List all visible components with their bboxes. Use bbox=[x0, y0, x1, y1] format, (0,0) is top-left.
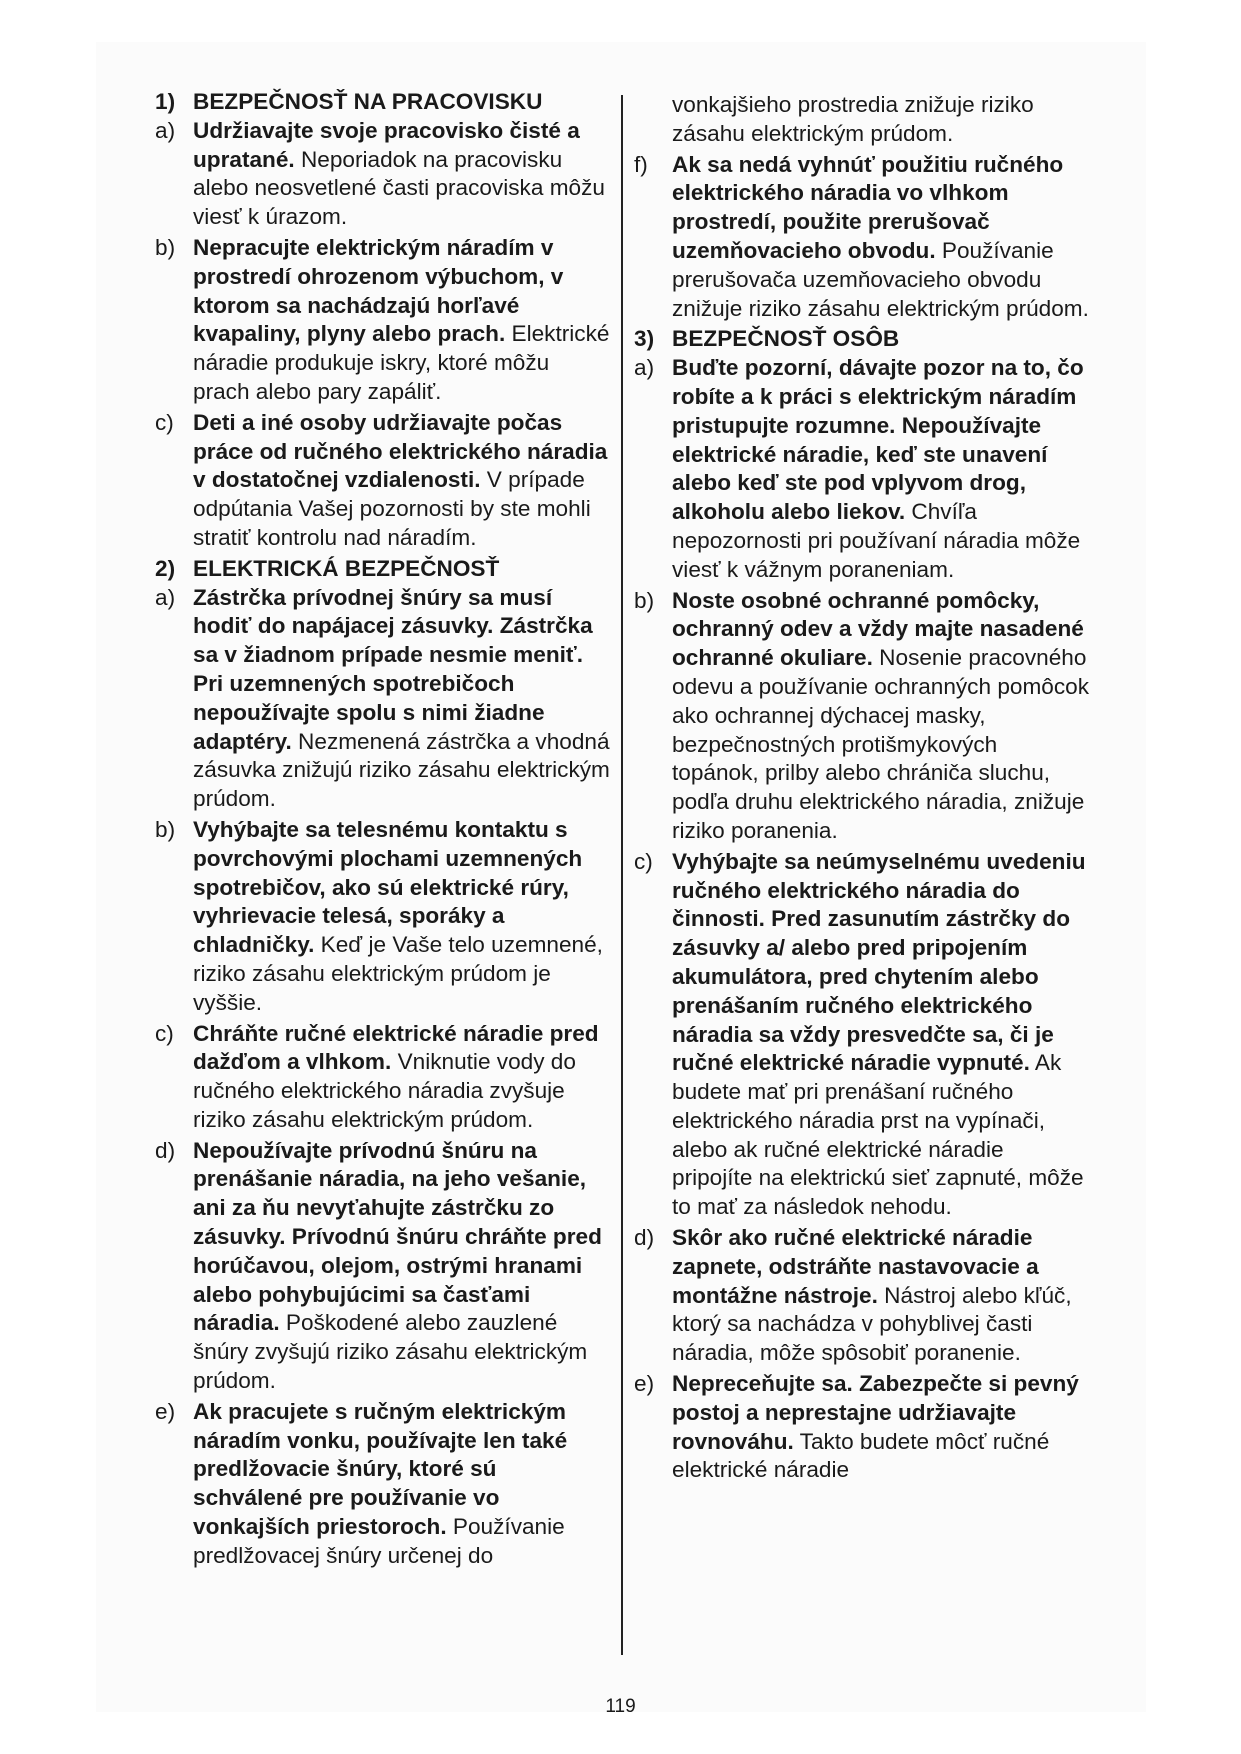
list-item: d) Skôr ako ručné elektrické náradie zapnete, odstráňte nastavovacie a montážne nástroje. Nástroj alebo kľúč, ktorý sa nachádza v pohyblivej časti náradia, môže spôsobiť poranenie. bbox=[634, 1225, 1072, 1366]
list-item: d) Nepoužívajte prívodnú šnúru na prenášanie náradia, na jeho vešanie, ani za ňu nevyťahujte zástrčku zo zásuvky. Prívodnú šnúru chráňte pred horúčavou, olejom, ostrými hranami alebo pohybujúcimi sa časťami náradia. Poškodené alebo zauzlené šnúry zvyšujú riziko zásahu elektrickým prúdom. bbox=[155, 1137, 602, 1394]
list-item: b) Vyhýbajte sa telesnému kontaktu s povrchovými plochami uzemnených spotrebičov, ako sú elektrické rúry, vyhrievacie telesá, sporáky a chladničky. Keď je Vaše telo uzemnené, riziko zásahu elektrickým prúdom je vyššie. bbox=[155, 816, 603, 1015]
section-heading-electrical-safety: 2) ELEKTRICKÁ BEZPEČNOSŤ bbox=[155, 555, 500, 581]
list-item: c) Chráňte ručné elektrické náradie pred dažďom a vlhkom. Vniknutie vody do ručného elektrického náradia zvyšuje riziko zásahu elektrickým prúdom. bbox=[155, 1020, 599, 1132]
section-heading-work-area-safety: 1) BEZPEČNOSŤ NA PRACOVISKU bbox=[155, 89, 543, 114]
list-item: a) Udržiavajte svoje pracovisko čisté a upratané. Neporiadok na pracovisku alebo neosvetlené časti pracoviska môžu viesť k úrazom. bbox=[155, 117, 605, 230]
left-column bbox=[155, 88, 610, 1573]
continuation-text: vonkajšieho prostredia znižuje riziko zásahu elektrickým prúdom. bbox=[672, 92, 1034, 146]
list-item: c) Deti a iné osoby udržiavajte počas práce od ručného elektrického náradia v dostatočnej vzdialenosti. V prípade odpútania Vašej pozornosti by ste mohli stratiť kontrolu nad náradím. bbox=[155, 409, 608, 550]
column-divider bbox=[621, 95, 623, 1655]
list-item: e) Nepreceňujte sa. Zabezpečte si pevný postoj a neprestajne udržiavajte rovnováhu. Takto budete môcť ručné elektrické náradie bbox=[634, 1371, 1079, 1483]
right-column bbox=[634, 91, 1089, 1487]
list-item: c) Vyhýbajte sa neúmyselnému uvedeniu ručného elektrického náradia do činnosti. Pred zasunutím zástrčky do zásuvky a/ alebo pred pripojením akumulátora, pred chytením alebo prenášaním ručného elektrického náradia sa vždy presvedčte sa, či je ručné elektrické náradie vypnuté. Ak budete mať pri prenášaní ručného elektrického náradia prst na vypínači, alebo ak ručné elektrické náradie pripojíte na elektrickú sieť zapnuté, môže to mať za následok nehodu. bbox=[634, 848, 1086, 1220]
list-item: b) Nepracujte elektrickým náradím v prostredí ohrozenom výbuchom, v ktorom sa nachádzajú horľavé kvapaliny, plyny alebo prach. Elektrické náradie produkuje iskry, ktoré môžu prach alebo pary zapáliť. bbox=[155, 234, 610, 404]
list-item: e) Ak pracujete s ručným elektrickým náradím vonku, používajte len také predlžovacie šnúry, ktoré sú schválené pre používanie vo vonkajších priestoroch. Používanie predlžovacej šnúry určenej do bbox=[155, 1398, 568, 1568]
list-item: a) Zástrčka prívodnej šnúry sa musí hodiť do napájacej zásuvky. Zástrčka sa v žiadnom prípade nesmie meniť. Pri uzemnených spotrebičoch nepoužívajte spolu s nimi žiadne adaptéry. Nezmenená zástrčka a vhodná zásuvka znižujú riziko zásahu elektrickým prúdom. bbox=[155, 584, 610, 812]
section-heading-personal-safety: 3) BEZPEČNOSŤ OSÔB bbox=[634, 326, 900, 352]
list-item: f) Ak sa nedá vyhnúť použitiu ručného elektrického náradia vo vlhkom prostredí, použite prerušovač uzemňovacieho obvodu. Používanie prerušovača uzemňovacieho obvodu znižuje riziko zásahu elektrickým prúdom. bbox=[634, 151, 1089, 321]
list-item: b) Noste osobné ochranné pomôcky, ochranný odev a vždy majte nasadené ochranné okuliare. Nosenie pracovného odevu a používanie ochranných pomôcok ako ochrannej dýchacej masky, bezpečnostných protišmykových topánok, prilby alebo chrániča sluchu, podľa druhu elektrického náradia, znižuje riziko poranenia. bbox=[634, 587, 1090, 843]
page-number: 119 bbox=[605, 1696, 636, 1717]
list-item: a) Buďte pozorní, dávajte pozor na to, čo robíte a k práci s elektrickým náradím pristupujte rozumne. Nepoužívajte elektrické náradie, keď ste unavení alebo keď ste pod vplyvom drog, alkoholu alebo liekov. Chvíľa nepozornosti pri používaní náradia môže viesť k vážnym poraneniam. bbox=[634, 355, 1084, 582]
